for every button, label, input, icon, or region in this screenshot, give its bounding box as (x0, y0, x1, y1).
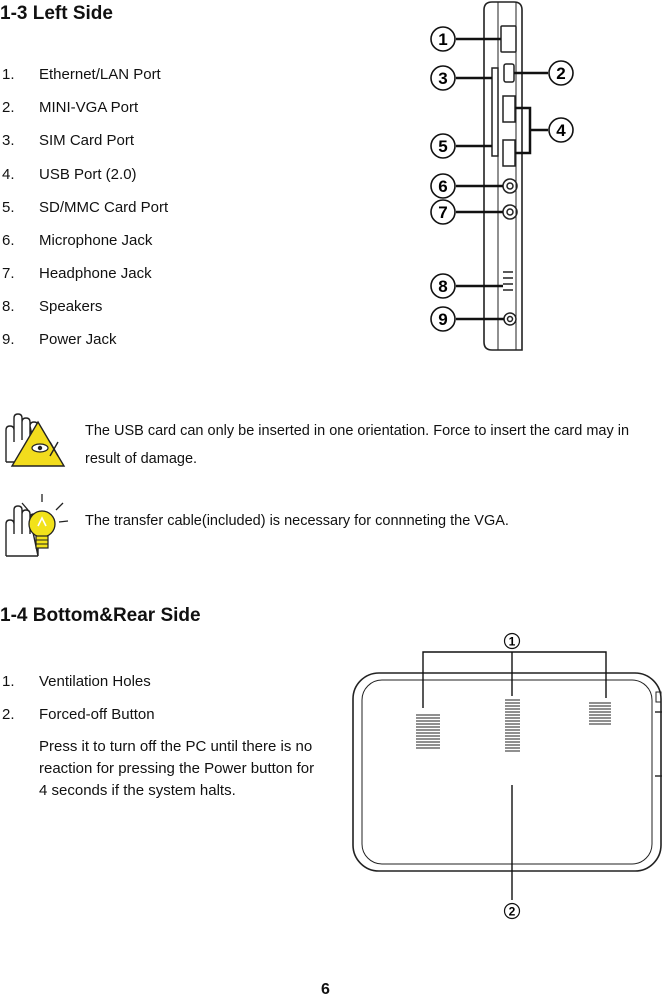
callout-bottom-1 (505, 634, 520, 649)
list-item: 1. Ethernet/LAN Port (2, 66, 161, 83)
list-item: 6. Microphone Jack (2, 232, 153, 249)
svg-text:1: 1 (508, 634, 516, 649)
list-item: 2. Forced-off Button (2, 706, 155, 723)
svg-text:7: 7 (438, 203, 448, 222)
page-number: 6 (321, 981, 330, 998)
tip-note: The transfer cable(included) is necessary for connneting the VGA. (85, 513, 509, 529)
list-item: 7. Headphone Jack (2, 265, 152, 282)
forced-off-description: Press it to turn off the PC until there is no reaction for pressing the Power button for 4 seconds if the system halts. (39, 738, 315, 799)
svg-text:4: 4 (556, 121, 566, 140)
list-item: 9. Power Jack (2, 331, 117, 348)
svg-text:1: 1 (438, 30, 448, 49)
warning-note: The USB card can only be inserted in one orientation. Force to insert the card may in result of damage. (85, 423, 630, 467)
list-item: 4. USB Port (2.0) (2, 166, 137, 183)
section-heading-left-side: 1-3 Left Side (0, 3, 113, 24)
svg-text:8: 8 (438, 277, 448, 296)
section-heading-bottom-rear: 1-4 Bottom&Rear Side (0, 605, 201, 626)
list-item: 2. MINI-VGA Port (2, 99, 139, 116)
svg-text:3: 3 (438, 69, 448, 88)
svg-text:9: 9 (438, 310, 448, 329)
callout-leaders-bottom (423, 652, 606, 900)
svg-text:5: 5 (438, 137, 448, 156)
callout-bottom-2 (505, 904, 520, 919)
list-item: 1. Ventilation Holes (2, 673, 151, 690)
ventilation-holes (416, 700, 611, 751)
list-item: 3. SIM Card Port (2, 132, 135, 149)
svg-text:2: 2 (508, 904, 516, 919)
svg-text:2: 2 (556, 64, 566, 83)
svg-text:6: 6 (438, 177, 448, 196)
list-item: 8. Speakers (2, 298, 103, 315)
list-item: 5. SD/MMC Card Port (2, 199, 169, 216)
